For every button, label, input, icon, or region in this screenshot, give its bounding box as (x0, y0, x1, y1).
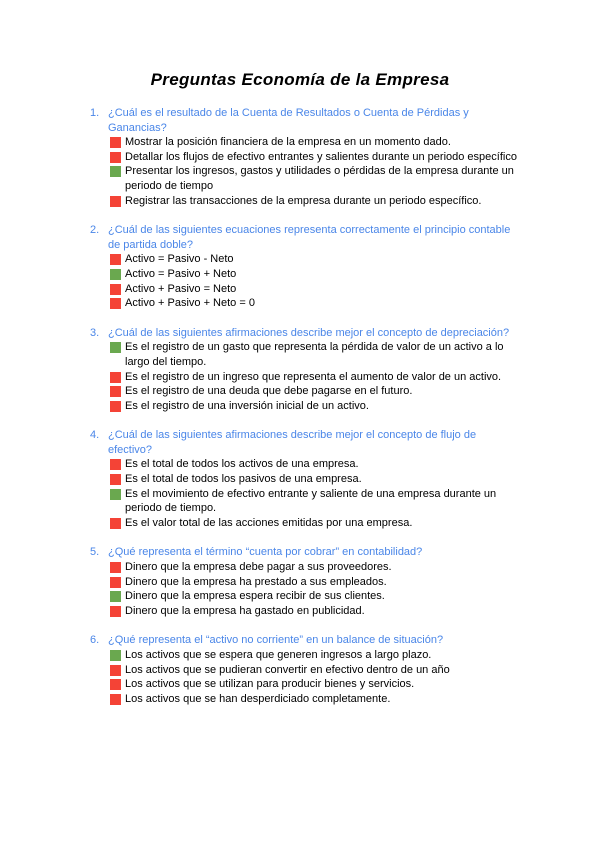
question (90, 545, 522, 618)
question-heading (90, 223, 522, 252)
answer-text: Es el registro de una deuda que debe pagarse en el futuro. (125, 385, 413, 398)
correct-marker-icon (110, 269, 121, 280)
answer-option (110, 560, 522, 575)
question-heading (90, 428, 522, 457)
answer-option (110, 648, 522, 663)
answer-text: Dinero que la empresa ha gastado en publicidad. (125, 604, 365, 617)
answer-text: Activo + Pasivo = Neto (125, 282, 237, 295)
incorrect-marker-icon (110, 694, 121, 705)
incorrect-marker-icon (110, 137, 121, 148)
answer-option (110, 677, 522, 692)
answer-option (110, 296, 522, 311)
question-number: 6. (90, 634, 100, 647)
question-text: ¿Qué representa el “activo no corriente” en un balance de situación? (108, 634, 444, 647)
answer-option (110, 487, 522, 516)
answer-option (110, 384, 522, 399)
answer-option (110, 472, 522, 487)
incorrect-marker-icon (110, 474, 121, 485)
incorrect-marker-icon (110, 196, 121, 207)
answer-option (110, 150, 522, 165)
answer-option (110, 252, 522, 267)
question-number: 2. (90, 224, 100, 237)
incorrect-marker-icon (110, 254, 121, 265)
question-heading (90, 106, 522, 135)
question (90, 428, 522, 530)
question-text: ¿Cuál de las siguientes afirmaciones describe mejor el concepto de flujo de efectivo? (108, 429, 477, 456)
answer-text: Dinero que la empresa ha prestado a sus empleados. (125, 575, 387, 588)
incorrect-marker-icon (110, 386, 121, 397)
answer-option (110, 282, 522, 297)
incorrect-marker-icon (110, 679, 121, 690)
answer-option (110, 663, 522, 678)
incorrect-marker-icon (110, 152, 121, 163)
answer-text: Los activos que se pudieran convertir en efectivo dentro de un año (125, 663, 450, 676)
answer-option (110, 399, 522, 414)
correct-marker-icon (110, 489, 121, 500)
answer-text: Activo + Pasivo + Neto = 0 (125, 297, 255, 310)
correct-marker-icon (110, 166, 121, 177)
incorrect-marker-icon (110, 665, 121, 676)
incorrect-marker-icon (110, 459, 121, 470)
incorrect-marker-icon (110, 372, 121, 383)
answer-text: Mostrar la posición financiera de la empresa en un momento dado. (125, 136, 451, 149)
correct-marker-icon (110, 591, 121, 602)
question-list (90, 106, 522, 721)
incorrect-marker-icon (110, 606, 121, 617)
question-heading (90, 326, 522, 341)
answer-option (110, 516, 522, 531)
incorrect-marker-icon (110, 401, 121, 412)
answer-text: Presentar los ingresos, gastos y utilidades o pérdidas de la empresa durante un periodo de tiempo (125, 165, 514, 192)
question-text: ¿Cuál es el resultado de la Cuenta de Resultados o Cuenta de Pérdidas y Ganancias? (108, 107, 469, 134)
answer-option (110, 589, 522, 604)
incorrect-marker-icon (110, 562, 121, 573)
correct-marker-icon (110, 342, 121, 353)
question-number: 5. (90, 546, 100, 559)
question (90, 326, 522, 414)
answer-text: Es el registro de un ingreso que representa el aumento de valor de un activo. (125, 370, 502, 383)
question-heading (90, 633, 522, 648)
answer-text: Dinero que la empresa espera recibir de sus clientes. (125, 590, 385, 603)
answer-option (110, 194, 522, 209)
answer-option (110, 340, 522, 369)
answer-text: Registrar las transacciones de la empresa durante un periodo específico. (125, 194, 482, 207)
question-number: 1. (90, 107, 100, 119)
question-text: ¿Cuál de las siguientes afirmaciones describe mejor el concepto de depreciación? (108, 326, 510, 339)
answer-option (110, 692, 522, 707)
answer-option (110, 370, 522, 385)
question-number: 3. (90, 326, 100, 339)
answer-text: Es el registro de una inversión inicial de un activo. (125, 399, 369, 412)
correct-marker-icon (110, 650, 121, 661)
question (90, 633, 522, 706)
question (90, 106, 522, 208)
question-number: 4. (90, 429, 100, 442)
answer-option (110, 457, 522, 472)
incorrect-marker-icon (110, 577, 121, 588)
answer-text: Activo = Pasivo + Neto (125, 267, 237, 280)
incorrect-marker-icon (110, 298, 121, 309)
answer-text: Es el registro de un gasto que representa la pérdida de valor de un activo a lo largo del tiempo. (125, 341, 504, 368)
answer-text: Dinero que la empresa debe pagar a sus proveedores. (125, 561, 392, 574)
answer-text: Los activos que se espera que generen ingresos a largo plazo. (125, 649, 432, 661)
answer-option (110, 604, 522, 619)
answer-option (110, 575, 522, 590)
page-title: Preguntas Economía de la Empresa (150, 70, 450, 89)
incorrect-marker-icon (110, 284, 121, 295)
answer-text: Es el movimiento de efectivo entrante y saliente de una empresa durante un periodo de tiempo. (125, 487, 497, 515)
question (90, 223, 522, 311)
answer-option (110, 135, 522, 150)
answer-text: Los activos que se han desperdiciado completamente. (125, 692, 391, 705)
answer-text: Detallar los flujos de efectivo entrantes y salientes durante un periodo específico (125, 150, 517, 163)
answer-text: Es el valor total de las acciones emitidas por una empresa. (125, 516, 413, 529)
question-text: ¿Cuál de las siguientes ecuaciones representa correctamente el principio contable de partida doble? (108, 224, 511, 251)
answer-text: Activo = Pasivo - Neto (125, 253, 234, 266)
question-heading (90, 545, 522, 560)
question-text: ¿Qué representa el término “cuenta por cobrar” en contabilidad? (108, 546, 423, 559)
answer-text: Es el total de todos los activos de una empresa. (125, 458, 359, 471)
incorrect-marker-icon (110, 518, 121, 529)
answer-option (110, 164, 522, 193)
answer-text: Los activos que se utilizan para producir bienes y servicios. (125, 678, 415, 691)
answer-option (110, 267, 522, 282)
answer-text: Es el total de todos los pasivos de una empresa. (125, 473, 362, 486)
